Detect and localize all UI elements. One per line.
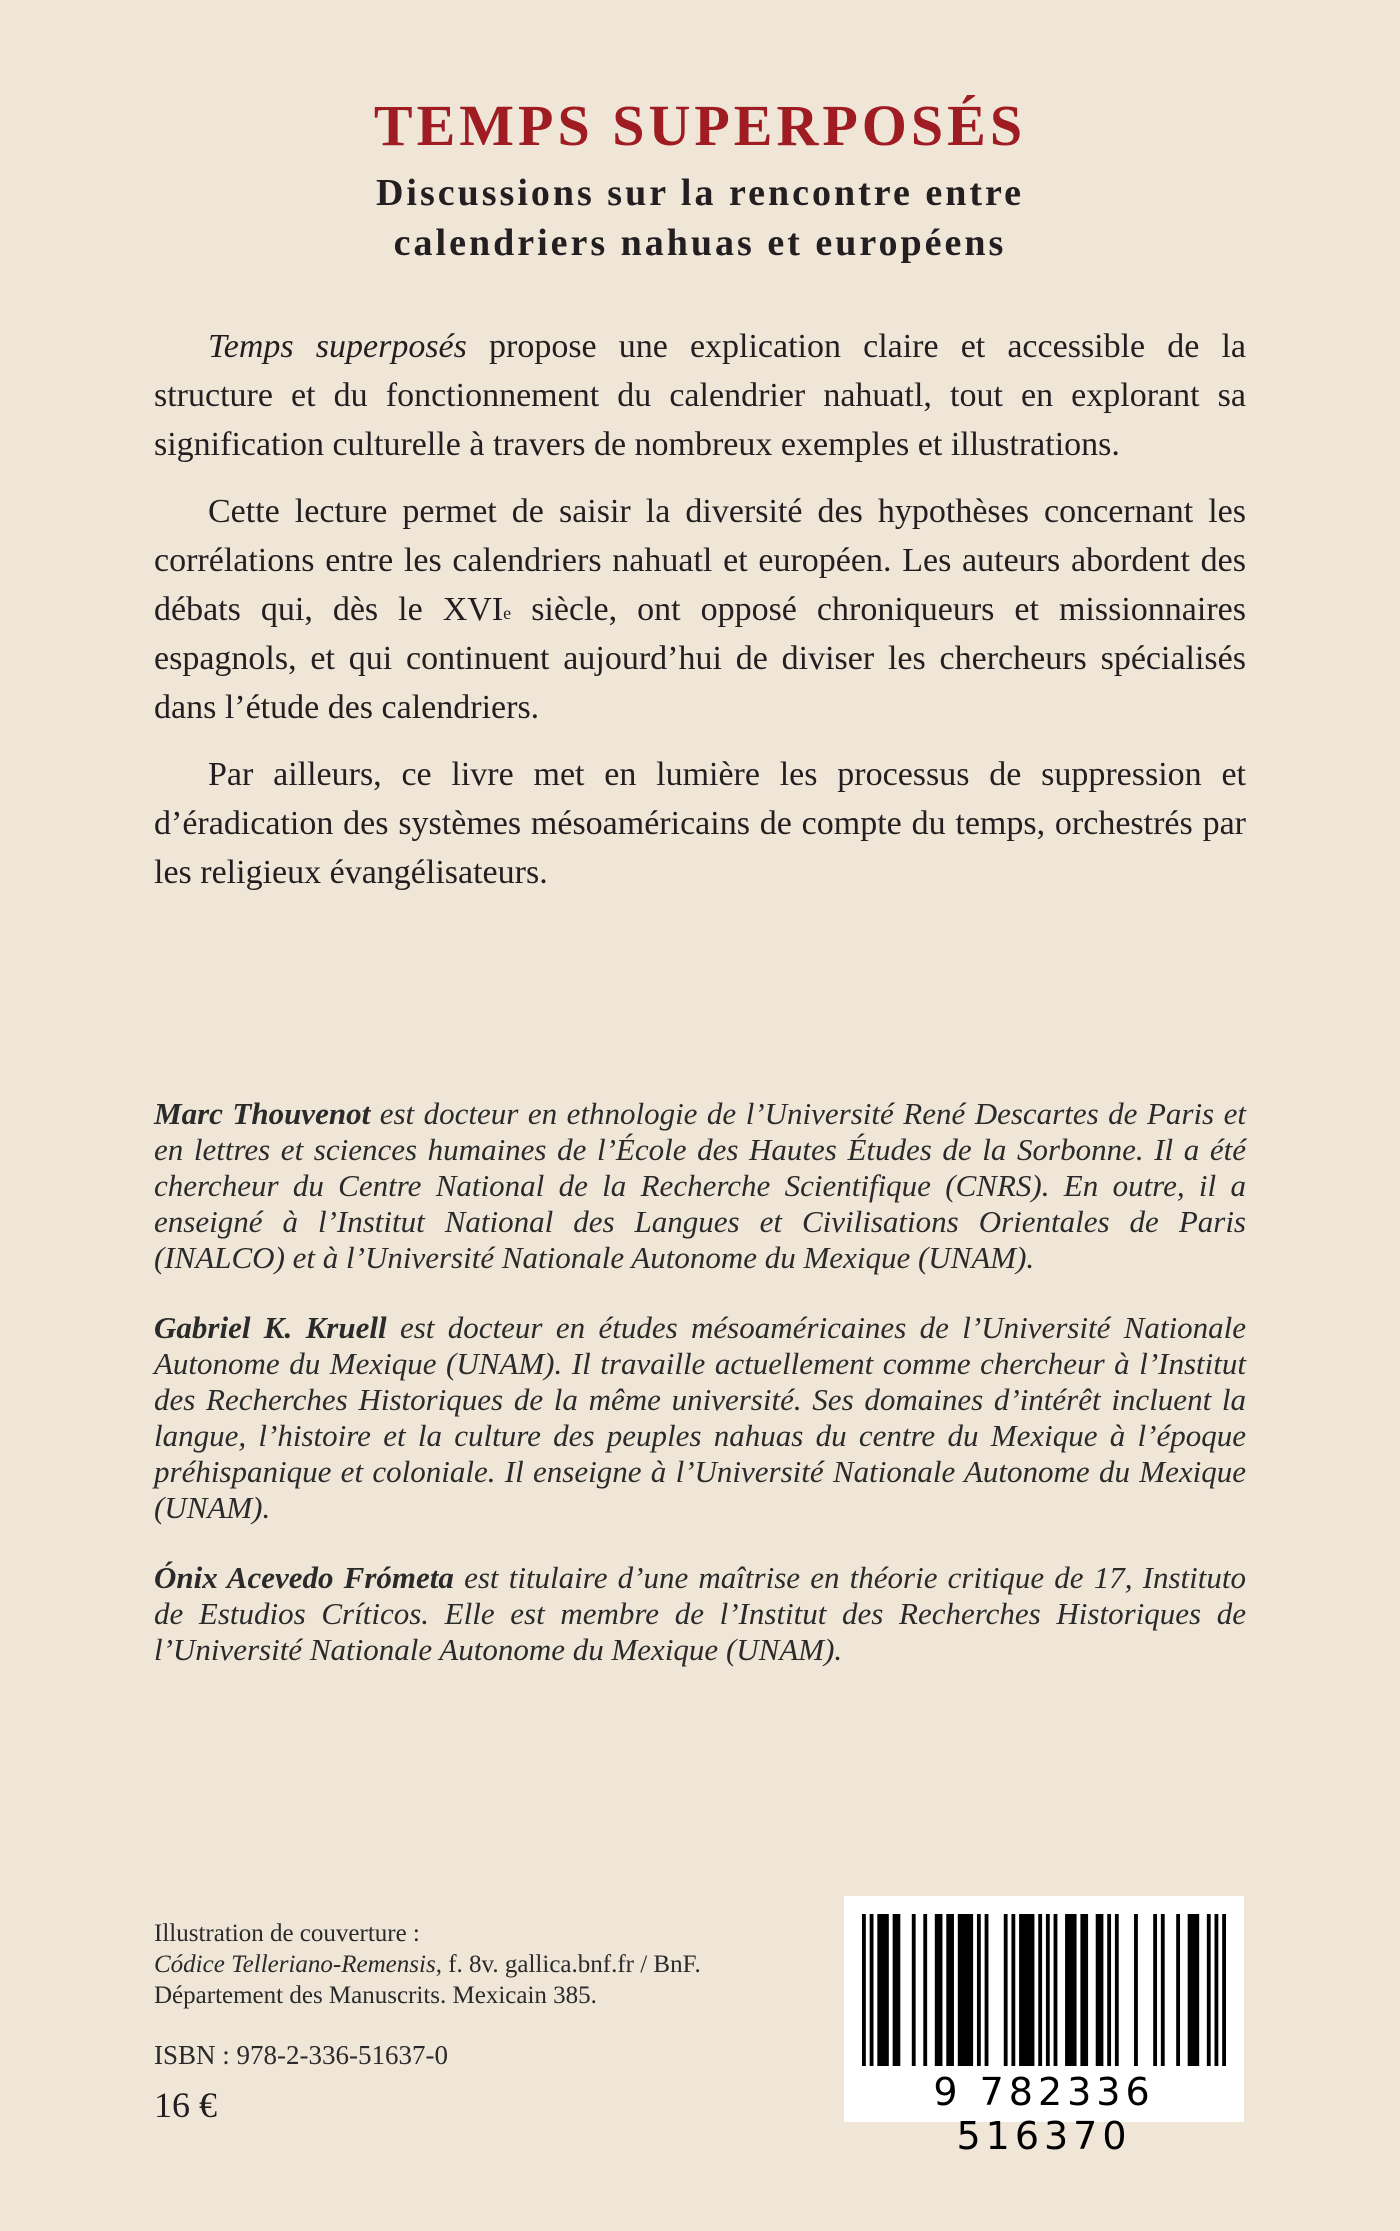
barcode-bar xyxy=(1222,1914,1226,2066)
credit-line-3: Département des Manuscrits. Mexicain 385. xyxy=(154,1982,597,2009)
price-label: 16 € xyxy=(154,2085,217,2125)
barcode-bar xyxy=(1134,1914,1138,2066)
author-name: Marc Thouvenot xyxy=(154,1096,371,1131)
century-superscript: e xyxy=(503,603,512,623)
barcode-bar xyxy=(1019,1914,1034,2066)
abstract-book-title: Temps superposés xyxy=(208,328,467,365)
author-bio-text: est docteur en ethnologie de l’Université René Descartes de Paris et en lettres et sciences humaines de l’École des Hautes Études de la Sorbonne. Il a été chercheur du Centre National de la Recherche Scientifique (CNRS). En outre, il a enseigné à l’Institut National des Langues et Civilisations Orientales de Paris (INALCO) et à l’Université Nationale Autonome du Mexique (UNAM). xyxy=(154,1096,1246,1275)
barcode-bar xyxy=(1065,1914,1076,2066)
barcode-bar xyxy=(935,1914,943,2066)
book-abstract xyxy=(154,322,1246,897)
barcode-bar xyxy=(1188,1914,1199,2066)
barcode-bar xyxy=(1011,1914,1015,2066)
ean13-barcode xyxy=(862,1914,1226,2066)
subtitle-line-1: Discussions sur la rencontre entre xyxy=(375,172,1025,214)
barcode-bar xyxy=(912,1914,916,2066)
barcode-bar xyxy=(923,1914,927,2066)
barcode-bar xyxy=(958,1914,973,2066)
abstract-p2-text-b: siècle, ont opposé chroniqueurs et missionnaires espagnols, et qui continuent aujourd’hui de diviser les chercheurs spécialisés dans l’étude des calendriers. xyxy=(154,591,1246,726)
barcode-panel xyxy=(844,1896,1244,2158)
credit-source: , f. 8v. gallica.bnf.fr / BnF. xyxy=(435,1951,701,1978)
barcode-bar xyxy=(977,1914,981,2066)
credit-line-1: Illustration de couverture : xyxy=(154,1920,420,1947)
author-bio-3 xyxy=(154,1560,1246,1668)
barcode-bar xyxy=(893,1914,901,2066)
barcode-bar xyxy=(877,1914,888,2066)
barcode-bar xyxy=(1038,1914,1042,2066)
barcode-bar xyxy=(1176,1914,1180,2066)
barcode-bar xyxy=(985,1914,989,2066)
author-name: Gabriel K. Kruell xyxy=(154,1310,387,1345)
barcode-bar xyxy=(946,1914,954,2066)
abstract-p1-text: propose une explication claire et accessible de la structure et du fonctionnement du calendrier nahuatl, tout en explorant sa signification culturelle à travers de nombreux exemples et illustrations. xyxy=(154,328,1246,463)
barcode-bar xyxy=(1215,1914,1219,2066)
abstract-paragraph-1 xyxy=(154,322,1246,469)
subtitle-line-2: calendriers nahuas et européens xyxy=(393,222,1007,264)
credit-codex-title: Códice Telleriano-Remensis xyxy=(154,1951,436,1978)
barcode-bar xyxy=(862,1914,866,2066)
barcode-bar xyxy=(870,1914,874,2066)
abstract-p2-text-a: Cette lecture permet de saisir la diversité des hypothèses concernant les corrélations entre les calendriers nahuatl et européen. Les auteurs abordent des débats qui, dès le XVI xyxy=(154,493,1246,628)
barcode-bar xyxy=(1107,1914,1111,2066)
isbn-number: ISBN : 978-2-336-51637-0 xyxy=(154,2040,448,2070)
author-bio-text: est titulaire d’une maîtrise en théorie critique de 17, Instituto de Estudios Críticos. Elle est membre de l’Institut des Recherches Historiques de l’Université Nationale Autonome du Mexique (UNAM). xyxy=(154,1560,1246,1667)
barcode-bar xyxy=(1153,1914,1157,2066)
barcode-digits: 9 782336 516370 xyxy=(933,2070,1155,2158)
author-bio-2 xyxy=(154,1310,1246,1526)
author-bio-1 xyxy=(154,1096,1246,1276)
barcode-bar xyxy=(1207,1914,1211,2066)
barcode-bar xyxy=(1096,1914,1104,2066)
barcode-bar xyxy=(1004,1914,1008,2066)
barcode-bar xyxy=(1161,1914,1165,2066)
credit-line-2 xyxy=(154,1949,804,1980)
barcode-bar xyxy=(1046,1914,1050,2066)
author-bio-text: est docteur en études mésoaméricaines de l’Université Nationale Autonome du Mexique (UNAM). Il travaille actuellement comme chercheur à l’Institut des Recherches Historiques de la même université. Ses domaines d’intérêt incluent la langue, l’histoire et la culture des peuples nahuas du centre du Mexique à l’époque préhispanique et coloniale. Il enseigne à l’Université Nationale Autonome du Mexique (UNAM). xyxy=(154,1310,1246,1525)
abstract-paragraph-3: Par ailleurs, ce livre met en lumière les processus de suppression et d’éradication des systèmes mésoaméricains de compte du temps, orchestrés par les religieux évangélisateurs. xyxy=(154,756,1246,891)
author-name: Ónix Acevedo Frómeta xyxy=(154,1560,454,1595)
cover-illustration-credit xyxy=(154,1918,804,2011)
book-subtitle xyxy=(0,168,1400,268)
barcode-bar xyxy=(1080,1914,1088,2066)
barcode-bar xyxy=(1054,1914,1058,2066)
author-bios xyxy=(154,1096,1246,1702)
book-title: TEMPS SUPERPOSÉS xyxy=(373,93,1027,158)
abstract-paragraph-2 xyxy=(154,487,1246,732)
barcode-bar xyxy=(1115,1914,1119,2066)
